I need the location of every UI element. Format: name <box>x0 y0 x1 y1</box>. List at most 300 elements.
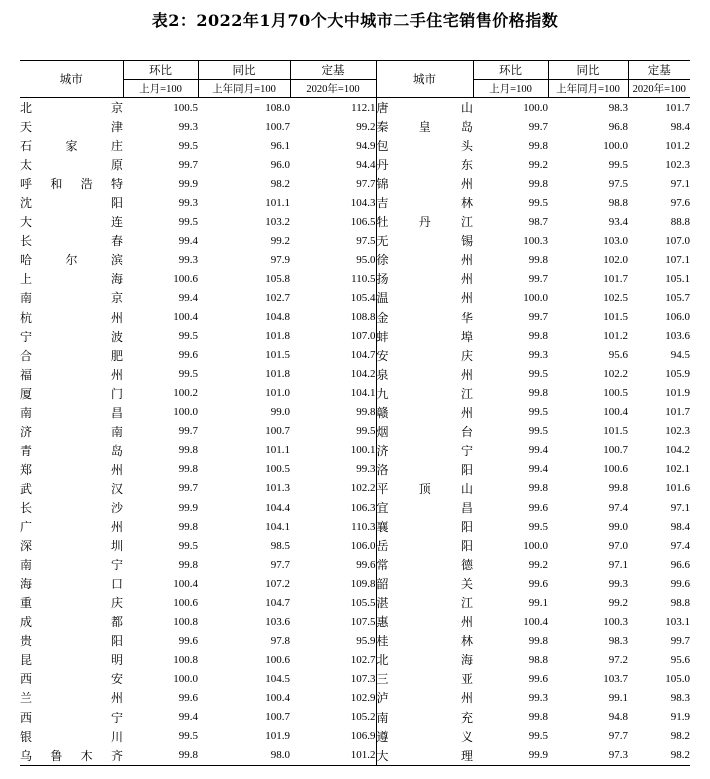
subheader-mom-left: 上月=100 <box>123 80 198 98</box>
yoy-value: 101.0 <box>265 387 290 400</box>
mom-value: 99.5 <box>528 368 548 381</box>
city-name: 丹东 <box>376 155 473 174</box>
city-name: 合肥 <box>20 348 123 363</box>
header-row <box>20 61 690 80</box>
city-name: 蚌埠 <box>376 327 473 346</box>
yoy-value: 100.0 <box>603 139 628 152</box>
yoy-value: 105.8 <box>265 272 290 285</box>
mom-value: 99.5 <box>178 330 198 343</box>
yoy-value: 103.7 <box>603 672 628 685</box>
city-name: 呼和浩特 <box>20 177 123 192</box>
base-value: 110.3 <box>351 520 376 533</box>
mom-value: 99.3 <box>528 691 548 704</box>
city-name: 岳阳 <box>376 536 473 555</box>
base-value: 101.2 <box>665 139 690 152</box>
base-value: 97.7 <box>356 177 376 190</box>
yoy-value: 100.5 <box>265 463 290 476</box>
base-value: 110.5 <box>351 272 376 285</box>
base-value: 97.1 <box>670 177 690 190</box>
city-name: 北京 <box>20 101 123 116</box>
table-row <box>20 212 690 231</box>
base-value: 97.6 <box>670 196 690 209</box>
base-value: 106.9 <box>350 730 376 743</box>
yoy-value: 98.5 <box>270 539 290 552</box>
table-row <box>20 441 690 460</box>
mom-value: 100.0 <box>523 291 548 304</box>
base-value: 102.9 <box>350 691 376 704</box>
base-value: 104.3 <box>350 196 376 209</box>
yoy-value: 102.7 <box>265 291 290 304</box>
table-row <box>20 555 690 574</box>
base-value: 105.2 <box>350 711 376 724</box>
mom-value: 100.0 <box>523 539 548 552</box>
mom-value: 99.8 <box>178 520 198 533</box>
mom-value: 99.5 <box>528 425 548 438</box>
yoy-value: 96.8 <box>608 120 628 133</box>
yoy-value: 97.2 <box>608 653 628 666</box>
base-value: 98.8 <box>670 596 690 609</box>
subheader-mom-right: 上月=100 <box>473 80 548 98</box>
yoy-value: 101.5 <box>603 311 628 324</box>
city-name: 重庆 <box>20 596 123 611</box>
base-value: 107.0 <box>665 234 690 247</box>
table-row <box>20 422 690 441</box>
base-value: 107.1 <box>665 253 690 266</box>
mom-value: 99.5 <box>178 139 198 152</box>
mom-value: 100.2 <box>173 387 198 400</box>
mom-value: 99.9 <box>178 501 198 514</box>
city-name: 武汉 <box>20 481 123 496</box>
mom-value: 99.3 <box>178 196 198 209</box>
mom-value: 99.5 <box>178 539 198 552</box>
yoy-value: 98.3 <box>608 101 628 114</box>
yoy-value: 100.7 <box>265 711 290 724</box>
city-name: 宁波 <box>20 329 123 344</box>
yoy-value: 99.0 <box>270 406 290 419</box>
city-name: 成都 <box>20 615 123 630</box>
base-value: 94.4 <box>356 158 376 171</box>
base-value: 104.2 <box>350 368 376 381</box>
base-value: 95.0 <box>356 253 376 266</box>
city-name: 银川 <box>20 729 123 744</box>
table-row <box>20 174 690 193</box>
city-name: 无锡 <box>376 231 473 250</box>
yoy-value: 104.5 <box>265 672 290 685</box>
mom-value: 99.5 <box>528 196 548 209</box>
city-name: 太原 <box>20 158 123 173</box>
mom-value: 99.9 <box>473 746 548 766</box>
base-value: 100.1 <box>350 444 376 457</box>
mom-value: 100.4 <box>523 615 548 628</box>
city-name: 沈阳 <box>20 196 123 211</box>
yoy-value: 103.2 <box>265 215 290 228</box>
base-value: 105.0 <box>665 672 690 685</box>
mom-value: 100.8 <box>173 615 198 628</box>
table-row <box>20 498 690 517</box>
base-value: 102.7 <box>350 653 376 666</box>
header-mom-left: 环比 <box>123 61 198 80</box>
base-value: 101.2 <box>290 746 376 766</box>
city-name: 烟台 <box>376 422 473 441</box>
mom-value: 99.5 <box>528 406 548 419</box>
base-value: 104.2 <box>665 444 690 457</box>
city-name: 济宁 <box>376 441 473 460</box>
mom-value: 100.4 <box>173 311 198 324</box>
city-name: 襄阳 <box>376 517 473 536</box>
mom-value: 99.8 <box>123 746 198 766</box>
yoy-value: 101.9 <box>265 730 290 743</box>
yoy-value: 104.7 <box>265 596 290 609</box>
mom-value: 99.2 <box>528 558 548 571</box>
base-value: 107.0 <box>350 330 376 343</box>
table-row <box>20 117 690 136</box>
yoy-value: 95.6 <box>608 349 628 362</box>
mom-value: 99.8 <box>178 463 198 476</box>
mom-value: 99.7 <box>178 482 198 495</box>
base-value: 98.4 <box>670 120 690 133</box>
city-name: 泉州 <box>376 365 473 384</box>
yoy-value: 100.4 <box>603 406 628 419</box>
yoy-value: 97.5 <box>608 177 628 190</box>
yoy-value: 100.3 <box>603 615 628 628</box>
city-name: 郑州 <box>20 462 123 477</box>
header-city-right: 城市 <box>376 61 473 98</box>
mom-value: 100.0 <box>173 672 198 685</box>
base-value: 105.5 <box>350 596 376 609</box>
mom-value: 100.0 <box>523 101 548 114</box>
mom-value: 99.7 <box>178 158 198 171</box>
table-row <box>20 650 690 669</box>
yoy-value: 104.4 <box>265 501 290 514</box>
base-value: 98.4 <box>670 520 690 533</box>
city-name: 惠州 <box>376 612 473 631</box>
mom-value: 99.8 <box>528 330 548 343</box>
yoy-value: 102.2 <box>603 368 628 381</box>
base-value: 98.2 <box>628 746 690 766</box>
mom-value: 99.4 <box>178 711 198 724</box>
table-row <box>20 517 690 536</box>
city-name: 广州 <box>20 520 123 535</box>
yoy-value: 100.6 <box>603 463 628 476</box>
yoy-value: 99.0 <box>608 520 628 533</box>
city-name: 牡丹江 <box>376 212 473 231</box>
mom-value: 99.5 <box>178 730 198 743</box>
mom-value: 99.5 <box>528 730 548 743</box>
city-name: 平顶山 <box>376 479 473 498</box>
base-value: 109.8 <box>350 577 376 590</box>
table-row <box>20 288 690 307</box>
table-row <box>20 384 690 403</box>
city-name: 吉林 <box>376 193 473 212</box>
city-name: 哈尔滨 <box>20 253 123 268</box>
mom-value: 99.4 <box>178 291 198 304</box>
yoy-value: 97.0 <box>608 539 628 552</box>
table-row <box>20 231 690 250</box>
mom-value: 99.6 <box>178 349 198 362</box>
table-row <box>20 708 690 727</box>
base-value: 102.2 <box>350 482 376 495</box>
base-value: 112.1 <box>351 101 376 114</box>
header-base-right: 定基 <box>628 61 690 80</box>
price-index-table <box>20 60 690 766</box>
city-name: 青岛 <box>20 443 123 458</box>
mom-value: 100.0 <box>173 406 198 419</box>
city-name: 上海 <box>20 272 123 287</box>
subheader-yoy-left: 上年同月=100 <box>198 80 290 98</box>
base-value: 106.3 <box>350 501 376 514</box>
base-value: 105.7 <box>665 291 690 304</box>
table-row <box>20 346 690 365</box>
city-name: 唐山 <box>376 98 473 118</box>
city-name: 常德 <box>376 555 473 574</box>
base-value: 99.3 <box>356 463 376 476</box>
yoy-value: 100.4 <box>265 691 290 704</box>
city-name: 遵义 <box>376 727 473 746</box>
mom-value: 99.5 <box>178 368 198 381</box>
table-row <box>20 460 690 479</box>
mom-value: 99.7 <box>178 425 198 438</box>
city-name: 安庆 <box>376 346 473 365</box>
base-value: 106.5 <box>350 215 376 228</box>
city-name: 西安 <box>20 672 123 687</box>
yoy-value: 96.1 <box>270 139 290 152</box>
mom-value: 99.3 <box>178 253 198 266</box>
yoy-value: 101.3 <box>265 482 290 495</box>
table-row <box>20 574 690 593</box>
base-value: 103.1 <box>665 615 690 628</box>
yoy-value: 99.5 <box>608 158 628 171</box>
table-row <box>20 136 690 155</box>
city-name: 三亚 <box>376 669 473 688</box>
base-value: 104.7 <box>350 349 376 362</box>
base-value: 105.1 <box>665 272 690 285</box>
base-value: 97.4 <box>670 539 690 552</box>
base-value: 103.6 <box>665 330 690 343</box>
mom-value: 100.5 <box>173 101 198 114</box>
mom-value: 99.8 <box>178 558 198 571</box>
mom-value: 100.4 <box>173 577 198 590</box>
base-value: 96.6 <box>670 558 690 571</box>
base-value: 101.7 <box>665 101 690 114</box>
base-value: 105.4 <box>350 291 376 304</box>
yoy-value: 97.1 <box>608 558 628 571</box>
city-name: 九江 <box>376 384 473 403</box>
base-value: 95.6 <box>670 653 690 666</box>
yoy-value: 100.6 <box>265 653 290 666</box>
table-row <box>20 669 690 688</box>
mom-value: 99.8 <box>528 139 548 152</box>
table-row <box>20 98 690 118</box>
city-name: 贵阳 <box>20 634 123 649</box>
mom-value: 100.3 <box>523 234 548 247</box>
yoy-value: 97.9 <box>270 253 290 266</box>
subheader-base-left: 2020年=100 <box>290 80 376 98</box>
base-value: 91.9 <box>670 711 690 724</box>
table-row <box>20 269 690 288</box>
table-row <box>20 688 690 707</box>
mom-value: 99.7 <box>528 120 548 133</box>
table-body <box>20 98 690 766</box>
city-name: 南昌 <box>20 405 123 420</box>
mom-value: 100.6 <box>173 272 198 285</box>
header-yoy-right: 同比 <box>548 61 628 80</box>
city-name: 昆明 <box>20 653 123 668</box>
city-name: 厦门 <box>20 386 123 401</box>
yoy-value: 100.7 <box>265 120 290 133</box>
mom-value: 99.9 <box>178 177 198 190</box>
mom-value: 99.8 <box>528 387 548 400</box>
yoy-value: 100.5 <box>603 387 628 400</box>
yoy-value: 101.8 <box>265 330 290 343</box>
city-name: 湛江 <box>376 593 473 612</box>
yoy-value: 100.7 <box>265 425 290 438</box>
mom-value: 99.6 <box>178 691 198 704</box>
yoy-value: 97.8 <box>270 634 290 647</box>
mom-value: 99.7 <box>528 272 548 285</box>
base-value: 88.8 <box>670 215 690 228</box>
mom-value: 99.8 <box>528 711 548 724</box>
yoy-value: 101.7 <box>603 272 628 285</box>
base-value: 101.6 <box>665 482 690 495</box>
yoy-value: 97.4 <box>608 501 628 514</box>
city-name: 福州 <box>20 367 123 382</box>
yoy-value: 97.3 <box>548 746 628 766</box>
city-name: 乌鲁木齐 <box>20 746 123 766</box>
header-city-left: 城市 <box>20 61 123 98</box>
mom-value: 99.8 <box>528 634 548 647</box>
city-name: 西宁 <box>20 710 123 725</box>
city-name: 赣州 <box>376 403 473 422</box>
base-value: 101.9 <box>665 387 690 400</box>
yoy-value: 97.7 <box>608 730 628 743</box>
city-name: 济南 <box>20 424 123 439</box>
table-row <box>20 327 690 346</box>
city-name: 南充 <box>376 708 473 727</box>
base-value: 105.9 <box>665 368 690 381</box>
yoy-value: 98.2 <box>270 177 290 190</box>
mom-value: 98.7 <box>528 215 548 228</box>
city-name: 徐州 <box>376 250 473 269</box>
yoy-value: 99.8 <box>608 482 628 495</box>
yoy-value: 98.3 <box>608 634 628 647</box>
city-name: 锦州 <box>376 174 473 193</box>
base-value: 107.5 <box>350 615 376 628</box>
mom-value: 99.8 <box>528 482 548 495</box>
yoy-value: 101.1 <box>265 444 290 457</box>
mom-value: 99.4 <box>528 463 548 476</box>
yoy-value: 99.3 <box>608 577 628 590</box>
subheader-base-right: 2020年=100 <box>628 80 690 98</box>
yoy-value: 107.2 <box>265 577 290 590</box>
yoy-value: 99.2 <box>608 596 628 609</box>
page-title: 表2：2022年1月70个大中城市二手住宅销售价格指数 <box>151 11 559 30</box>
yoy-value: 102.0 <box>603 253 628 266</box>
table-row <box>20 631 690 650</box>
mom-value: 99.5 <box>528 520 548 533</box>
table-row <box>20 746 690 766</box>
table-row <box>20 593 690 612</box>
base-value: 107.3 <box>350 672 376 685</box>
yoy-value: 108.0 <box>265 101 290 114</box>
yoy-value: 104.1 <box>265 520 290 533</box>
base-value: 99.6 <box>670 577 690 590</box>
mom-value: 99.8 <box>178 444 198 457</box>
header-base-left: 定基 <box>290 61 376 80</box>
city-name: 长春 <box>20 234 123 249</box>
header-mom-right: 环比 <box>473 61 548 80</box>
city-name: 桂林 <box>376 631 473 650</box>
header-yoy-left: 同比 <box>198 61 290 80</box>
base-value: 102.3 <box>665 158 690 171</box>
yoy-value: 100.7 <box>603 444 628 457</box>
city-name: 包头 <box>376 136 473 155</box>
table-row <box>20 612 690 631</box>
table-row <box>20 250 690 269</box>
mom-value: 99.3 <box>178 120 198 133</box>
yoy-value: 93.4 <box>608 215 628 228</box>
city-name: 金华 <box>376 308 473 327</box>
mom-value: 99.1 <box>528 596 548 609</box>
base-value: 98.3 <box>670 691 690 704</box>
base-value: 97.1 <box>670 501 690 514</box>
city-name: 兰州 <box>20 691 123 706</box>
yoy-value: 101.5 <box>265 349 290 362</box>
base-value: 102.3 <box>665 425 690 438</box>
base-value: 95.9 <box>356 634 376 647</box>
mom-value: 99.6 <box>528 672 548 685</box>
city-name: 石家庄 <box>20 139 123 154</box>
base-value: 99.6 <box>356 558 376 571</box>
base-value: 97.5 <box>356 234 376 247</box>
base-value: 106.0 <box>665 311 690 324</box>
mom-value: 99.6 <box>528 577 548 590</box>
yoy-value: 99.1 <box>608 691 628 704</box>
table-row <box>20 479 690 498</box>
base-value: 99.8 <box>356 406 376 419</box>
mom-value: 100.6 <box>173 596 198 609</box>
city-name: 扬州 <box>376 269 473 288</box>
mom-value: 99.8 <box>528 177 548 190</box>
city-name: 南宁 <box>20 558 123 573</box>
base-value: 106.0 <box>350 539 376 552</box>
city-name: 长沙 <box>20 501 123 515</box>
yoy-value: 97.7 <box>270 558 290 571</box>
city-name: 泸州 <box>376 688 473 707</box>
city-name: 海口 <box>20 577 123 592</box>
city-name: 温州 <box>376 288 473 307</box>
mom-value: 98.8 <box>528 653 548 666</box>
base-value: 102.1 <box>665 463 690 476</box>
city-name: 秦皇岛 <box>376 117 473 136</box>
yoy-value: 104.8 <box>265 311 290 324</box>
base-value: 101.7 <box>665 406 690 419</box>
mom-value: 99.7 <box>528 311 548 324</box>
base-value: 98.2 <box>670 730 690 743</box>
subheader-yoy-right: 上年同月=100 <box>548 80 628 98</box>
mom-value: 99.3 <box>528 349 548 362</box>
yoy-value: 94.8 <box>608 711 628 724</box>
mom-value: 99.6 <box>528 501 548 514</box>
yoy-value: 98.0 <box>198 746 290 766</box>
base-value: 99.5 <box>356 425 376 438</box>
mom-value: 99.2 <box>528 158 548 171</box>
yoy-value: 103.0 <box>603 234 628 247</box>
mom-value: 99.4 <box>528 444 548 457</box>
table-row <box>20 155 690 174</box>
yoy-value: 99.2 <box>270 234 290 247</box>
yoy-value: 103.6 <box>265 615 290 628</box>
city-name: 大理 <box>376 746 473 766</box>
